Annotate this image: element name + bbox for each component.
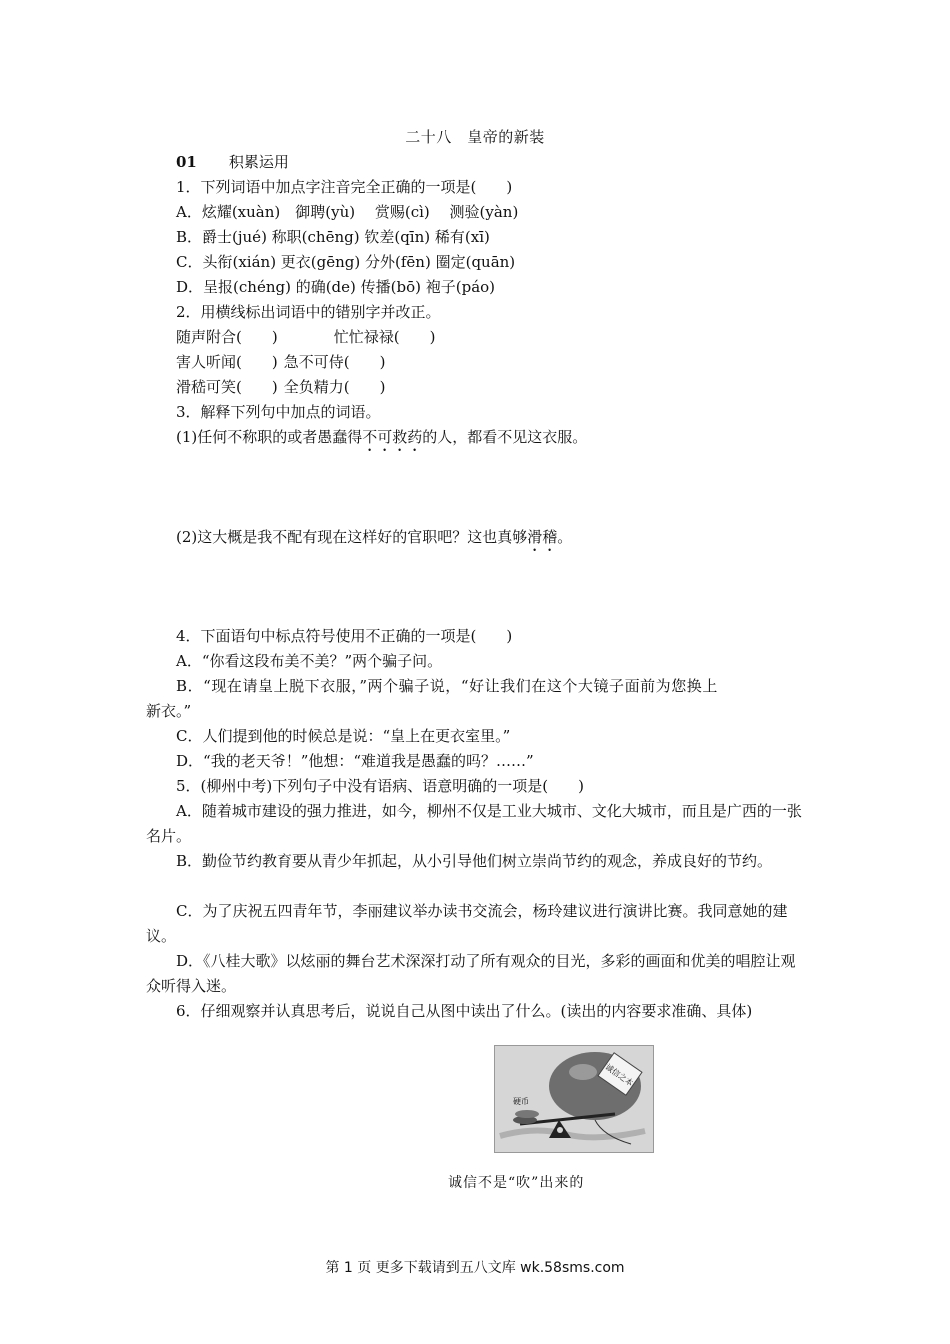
page-footer: 第 1 页 更多下载请到五八文库 wk.58sms.com <box>325 1260 625 1276</box>
q3-sentence-2 <box>176 525 572 555</box>
q2-row-1 <box>176 325 435 350</box>
q2-item: 忙忙禄禄( ) <box>333 328 436 346</box>
q2-row-2 <box>176 350 385 375</box>
q4-option-d: D．“我的老天爷！”他想：“难道我是愚蠢的吗？……” <box>176 752 534 770</box>
q3-s1-text: (1)任何不称职的或者愚蠢得 <box>176 428 363 446</box>
q3-sentence-1 <box>176 425 587 455</box>
q4-option-b-cont: 新衣。” <box>146 702 192 720</box>
q3-s2-text-end: 。 <box>557 528 573 546</box>
q5-option-a: A．随着城市建设的强力推进，如今，柳州不仅是工业大城市、文化大城市，而且是广西的一张名片。 <box>146 802 802 845</box>
q1-option-a: A．炫耀(xuàn) 御聘(yù) 赏赐(cì) 测验(yàn) <box>176 203 519 221</box>
dotted-term: 滑稽 <box>527 528 558 546</box>
q5-stem: 5．(柳州中考)下列句子中没有语病、语意明确的一项是( ) <box>176 777 584 795</box>
coin-label: 硬币 <box>513 1097 529 1106</box>
balloon-label: 诚信之本 <box>603 1062 635 1089</box>
q2-item: 滑嵇可笑( ) <box>176 378 278 396</box>
q2-item: 全负精力( ) <box>283 378 386 396</box>
q5-option-c: C．为了庆祝五四青年节，李丽建议举办读书交流会，杨玲建议进行演讲比赛。我同意她的建议。 <box>146 902 788 945</box>
q2-item: 随声附合( ) <box>176 328 278 346</box>
q2-stem: 2．用横线标出词语中的错别字并改正。 <box>176 303 441 321</box>
q2-item: 急不可侍( ) <box>283 353 386 371</box>
q6-stem: 6．仔细观察并认真思考后，说说自己从图中读出了什么。(读出的内容要求准确、具体) <box>176 1002 753 1020</box>
q3-s1-text-end: 的人，都看不见这衣服。 <box>422 428 588 446</box>
page-title: 二十八 皇帝的新装 <box>405 128 545 146</box>
q1-option-d: D．呈报(chéng) 的确(de) 传播(bō) 袍子(páo) <box>176 278 496 296</box>
q5-option-d: D．《八桂大歌》以炫丽的舞台艺术深深打动了所有观众的目光，多彩的画面和优美的唱腔让观众听得入迷。 <box>146 952 796 995</box>
q3-stem: 3．解释下列句中加点的词语。 <box>176 403 381 421</box>
q2-item: 害人听闻( ) <box>176 353 278 371</box>
q1-option-b: B．爵士(jué) 称职(chēng) 钦差(qīn) 稀有(xī) <box>176 228 490 246</box>
q3-s2-text: (2)这大概是我不配有现在这样好的官职吧？这也真够 <box>176 528 528 546</box>
q5-option-b: B．勤俭节约教育要从青少年抓起，从小引导他们树立崇尚节约的观念，养成良好的节约。 <box>176 852 773 870</box>
q4-option-a: A．“你看这段布美不美？”两个骗子问。 <box>176 652 443 670</box>
balance-cartoon-icon <box>495 1046 653 1152</box>
q1-option-c: C．头衔(xián) 更衣(gēng) 分外(fēn) 圈定(quān) <box>176 253 516 271</box>
section-number: 01 <box>176 153 197 171</box>
q4-option-c: C．人们提到他的时候总是说：“皇上在更衣室里。” <box>176 727 511 745</box>
cartoon-image <box>494 1045 654 1153</box>
figure-caption: 诚信不是“吹”出来的 <box>448 1175 585 1191</box>
q4-stem: 4．下面语句中标点符号使用不正确的一项是( ) <box>176 627 513 645</box>
q4-option-b: B．“现在请皇上脱下衣服，”两个骗子说，“好让我们在这个大镜子面前为您换上 <box>176 677 718 695</box>
section-heading <box>176 150 289 175</box>
q1-stem: 1．下列词语中加点字注音完全正确的一项是( ) <box>176 178 513 196</box>
section-name: 积累运用 <box>228 153 289 171</box>
dotted-term: 不可救药 <box>362 428 423 446</box>
q2-row-3 <box>176 375 385 400</box>
